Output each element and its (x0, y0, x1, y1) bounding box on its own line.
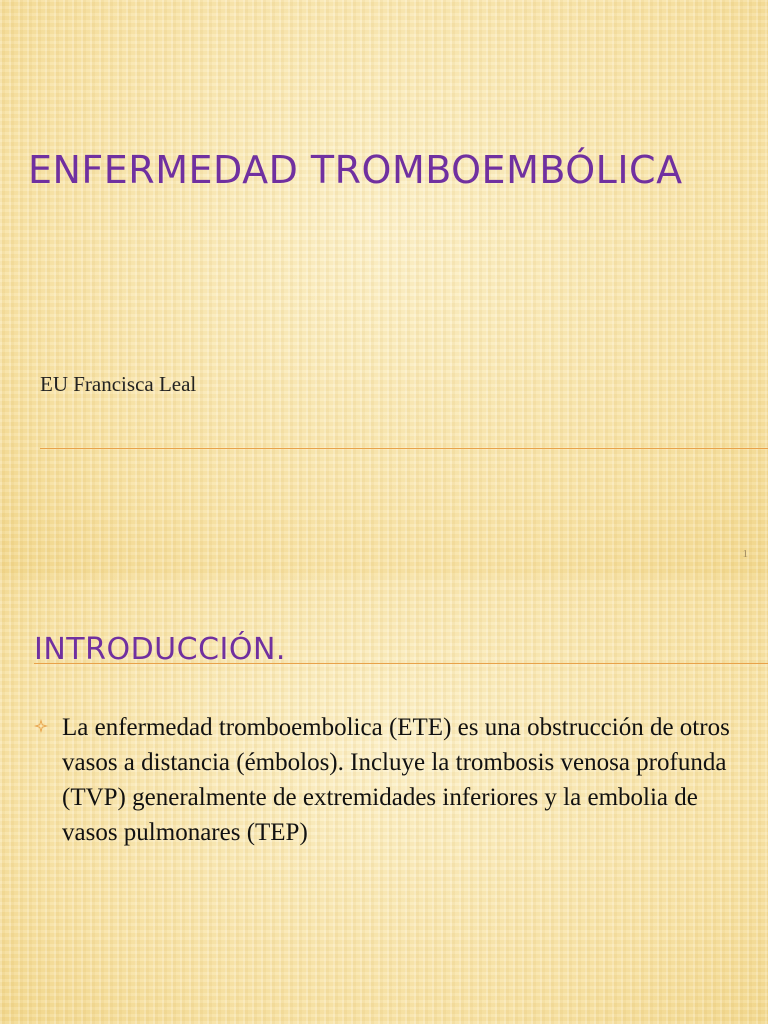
slide-subtitle: EU Francisca Leal (40, 372, 197, 396)
slide-number: 1 (742, 548, 748, 560)
bullet-list (34, 710, 750, 850)
slide-2 (0, 576, 768, 1024)
slide-title: ENFERMEDAD TROMBOEMBÓLICA (28, 148, 683, 192)
divider-line (40, 448, 768, 449)
four-point-star-icon (34, 719, 48, 733)
divider-line (34, 663, 768, 664)
section-title: INTRODUCCIÓN. (34, 632, 286, 667)
bullet-text: La enfermedad tromboembolica (ETE) es una obstrucción de otros vasos a distancia (émbolos). Incluye la trombosis venosa profunda (TVP) generalmente de extremidades inferiores y la embolia de vasos pulmonares (TEP) (62, 714, 730, 846)
list-item (34, 710, 750, 850)
